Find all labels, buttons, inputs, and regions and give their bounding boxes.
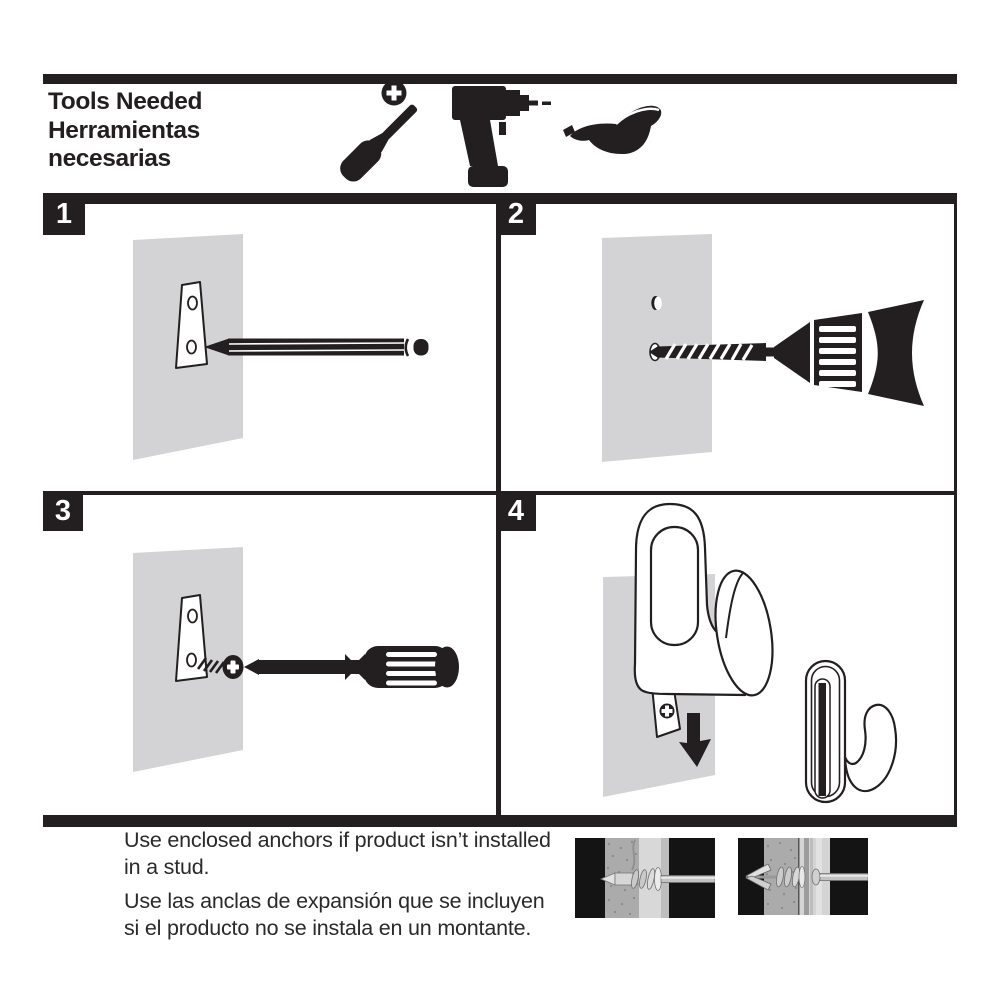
anchor-note-es-line1: Use las anclas de expansión que se incluyen [124,889,545,913]
anchor-note-en-line2: in a stud. [124,855,210,879]
pencil-icon [204,339,429,357]
tools-needed-title [48,88,202,174]
anchor-note [124,827,551,942]
hook-side-view [806,661,896,802]
drill-chuck-icon [763,300,924,406]
step-3-illustration [43,495,497,815]
anchor-note-en-line1: Use enclosed anchors if product isn’t installed [124,828,551,852]
step-4-badge [496,491,536,531]
screwdriver-icon [244,646,459,688]
step-4-illustration [496,495,957,815]
anchor-note-es [124,888,551,942]
step-3-number: 3 [54,494,72,527]
tools-needed-title-es-2: necesarias [48,145,171,172]
tools-needed-title-es-1: Herramientas [48,116,200,144]
anchor-note-en [124,827,551,881]
self-drilling-anchor-photo [575,838,715,918]
tools-needed-title-en: Tools Needed [48,88,203,115]
step-4-number: 4 [507,494,525,527]
step-1-number: 1 [55,197,73,230]
anchor-note-es-line2: si el producto no se instala en un montante. [124,916,532,940]
expanded-toggle-anchor-photo [738,838,868,915]
power-drill-icon [444,78,556,190]
step-3-badge [43,491,83,531]
step-2-illustration [496,204,957,491]
safety-glasses-icon [560,94,670,170]
hook-front-view [635,504,781,699]
step-1-badge [43,193,85,235]
step-1-illustration [43,204,497,491]
phillips-screwdriver-icon [328,76,440,188]
grid-right-edge [954,193,957,827]
step-2-badge [496,193,536,235]
step-2-number: 2 [507,197,525,230]
